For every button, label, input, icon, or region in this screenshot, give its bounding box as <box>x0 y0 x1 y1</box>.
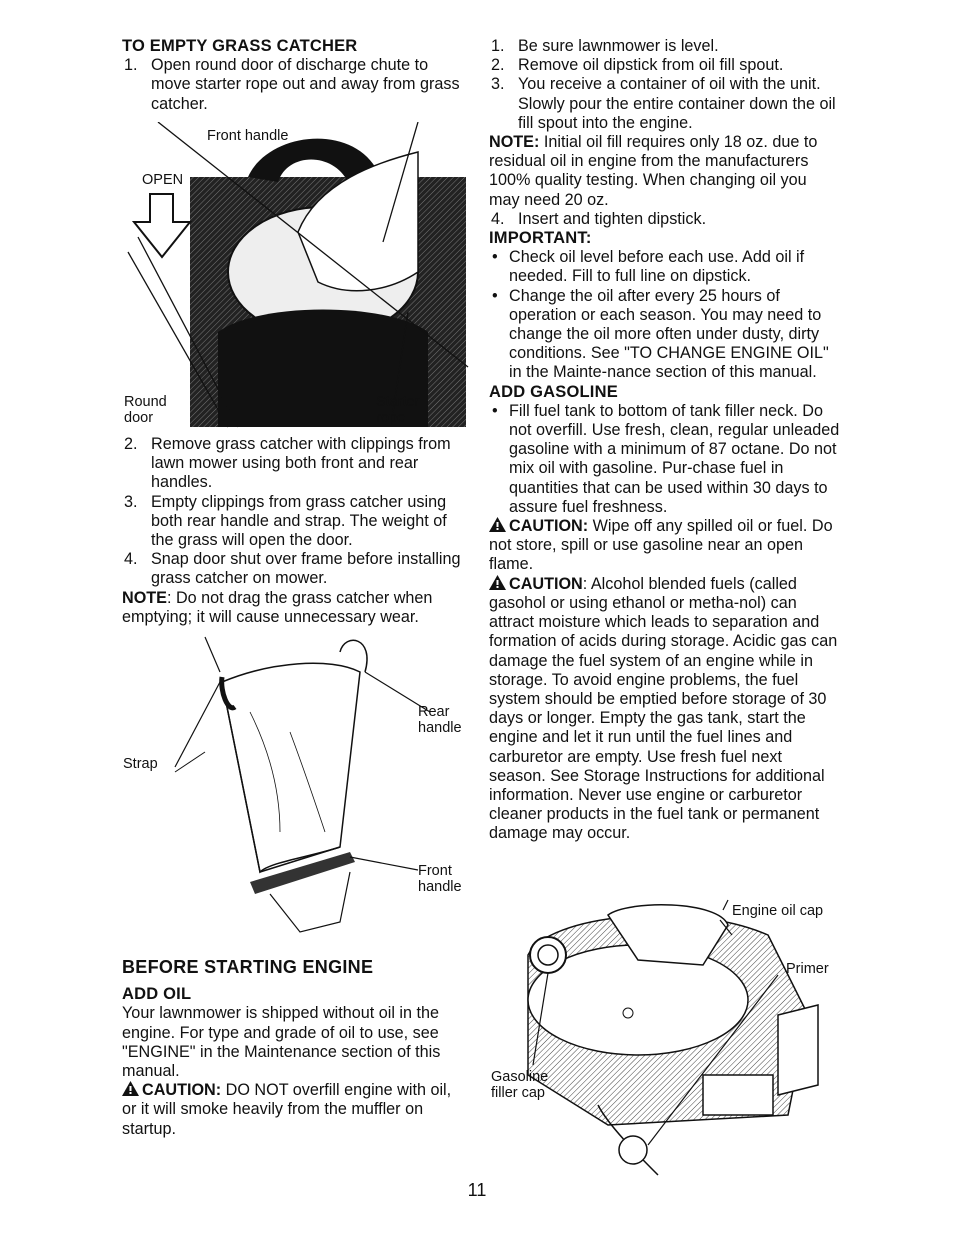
step-1-empty <box>122 56 470 114</box>
step-number: 1. <box>124 56 138 75</box>
add-oil-text: Your lawnmower is shipped without oil in the engine. For type and grade of oil to use, see "ENGINE" in the Maintenance section of this manual. <box>122 1004 441 1081</box>
note-text: : Do not drag the grass catcher when emptying; it will cause unnecessary wear. <box>122 588 433 626</box>
step-text: Open round door of discharge chute to move starter rope out and away from grass catcher. <box>151 56 460 113</box>
step-number: 2. <box>491 56 505 75</box>
important-bullet-1: • Check oil level before each use. Add oil if needed. Fill to full line on dipstick. <box>492 248 805 286</box>
gas-bullet-1: • Fill fuel tank to bottom of tank filler neck. Do not overfill. Use fresh, clean, regular unleaded gasoline with a minimum of 87 octane. Do not mix oil with gasoline. Pur-chase fuel in quantities that can be used within 30 days to assure fuel freshness. <box>492 401 840 516</box>
caution-text: DO NOT overfill engine with oil, or it will smoke heavily from the muffler on startup. <box>122 1081 452 1138</box>
step-text: Remove grass catcher with clippings from lawn mower using both front and rear handles. <box>151 435 451 492</box>
section-title-before-starting: BEFORE STARTING ENGINE <box>122 957 374 977</box>
label-primer: Primer <box>786 961 829 977</box>
caution-text: Wipe off any spilled oil or fuel. Do not store, spill or use gasoline near an open flame. <box>489 517 833 574</box>
section-title-add-oil: ADD OIL <box>122 985 192 1004</box>
note-oil <box>489 133 841 210</box>
step-text: Insert and tighten dipstick. <box>518 209 707 228</box>
label-front-handle-2: Front handle <box>418 863 462 895</box>
bullet-text: Fill fuel tank to bottom of tank filler neck. Do not overfill. Use fresh, clean, regular unleaded gasoline with a minimum of 87 octane. Do not mix oil with gasoline. Pur-chase fuel in quantities that can be used within 30 days to assure fuel freshness. <box>509 401 840 516</box>
label-front-handle-1: Front handle <box>207 128 289 144</box>
note-label: NOTE <box>122 588 167 607</box>
step-number: 4. <box>124 550 138 569</box>
left-column-mid <box>122 435 470 627</box>
caution-spill <box>489 517 841 575</box>
step-2-empty <box>122 435 470 493</box>
step-text: Snap door shut over frame before installing grass catcher on mower. <box>151 550 461 588</box>
bullet-text: Check oil level before each use. Add oil if needed. Fill to full line on dipstick. <box>509 248 805 286</box>
step-3-empty <box>122 493 470 551</box>
step-text: You receive a container of oil with the unit. Slowly pour the entire container down the oil fill spout into the engine. <box>518 75 836 132</box>
warning-icon <box>489 517 506 532</box>
step-number: 1. <box>491 37 505 55</box>
step-3-oil <box>489 75 841 133</box>
label-rear-handle: Rear handle <box>418 704 462 736</box>
caution-overfill <box>122 1081 470 1139</box>
label-open: OPEN <box>142 172 184 188</box>
label-engine-oil-cap: Engine oil cap <box>732 903 824 919</box>
caution-alcohol <box>489 575 841 844</box>
important-label: IMPORTANT: <box>489 229 592 248</box>
step-number: 4. <box>491 209 505 228</box>
step-4-empty <box>122 550 470 588</box>
bullet-text: Change the oil after every 25 hours of operation or each season. You may need to change the oil more often under dusty, dirty conditions. See "TO CHANGE ENGINE OIL" in the Mainte-nance section of this manual. <box>509 286 829 382</box>
step-number: 3. <box>491 75 505 94</box>
figure-grass-bag <box>150 632 470 942</box>
caution-label: CAUTION: <box>142 1081 222 1100</box>
label-gasoline-filler-cap: Gasoline filler cap <box>491 1069 549 1101</box>
step-number: 2. <box>124 435 138 453</box>
left-column-bottom <box>122 958 470 1139</box>
step-number: 3. <box>124 492 138 511</box>
step-text: Be sure lawnmower is level. <box>518 37 719 55</box>
step-text: Empty clippings from grass catcher using both rear handle and strap. The weight of the grass will open the door. <box>151 492 447 550</box>
label-starter-rope: Starter rope <box>376 394 420 426</box>
important-bullet-2: • Change the oil after every 25 hours of operation or each season. You may need to change the oil more often under dusty, dirty conditions. See "TO CHANGE ENGINE OIL" in the Mainte-nance section of this manual. <box>492 286 829 382</box>
warning-icon <box>122 1081 139 1096</box>
caution-label: CAUTION: <box>509 517 589 536</box>
figure-engine <box>488 895 833 1180</box>
note-label: NOTE: <box>489 133 540 152</box>
note-drag <box>122 589 470 627</box>
step-text: Remove oil dipstick from oil fill spout. <box>518 56 784 75</box>
step-4-oil <box>489 210 841 229</box>
label-strap: Strap <box>123 756 158 772</box>
note-text: Initial oil fill requires only 18 oz. due to residual oil in engine from the manufacturers 100% quality testing. When changing oil you may need 20 oz. <box>489 133 818 209</box>
step-1-oil <box>489 37 841 56</box>
section-title-empty-catcher: TO EMPTY GRASS CATCHER <box>122 37 358 55</box>
caution-text: : Alcohol blended fuels (called gasohol or using ethanol or metha-nol) can attract moisture which leads to separation and formation of acids during storage. Acidic gas can damage the fuel system of an engine while in storage. To avoid engine problems, the fuel system should be emptied before storage of 30 days or longer. Empty the gas tank, start the engine and let it run until the fuel lines and carburetor are empty. Use fresh fuel next season. See Storage Instructions for additional information. Never use engine or carburetor cleaner products in the fuel tank or permanent damage may occur. <box>489 574 838 843</box>
step-2-oil <box>489 56 841 75</box>
page-number: 11 <box>467 1180 487 1200</box>
caution-label: CAUTION <box>509 574 583 593</box>
figure-round-door <box>118 122 470 434</box>
section-title-add-gasoline: ADD GASOLINE <box>489 382 618 401</box>
label-round-door: Round door <box>124 394 167 426</box>
warning-icon <box>489 575 506 590</box>
right-column <box>489 37 841 844</box>
left-column-top <box>122 37 470 114</box>
